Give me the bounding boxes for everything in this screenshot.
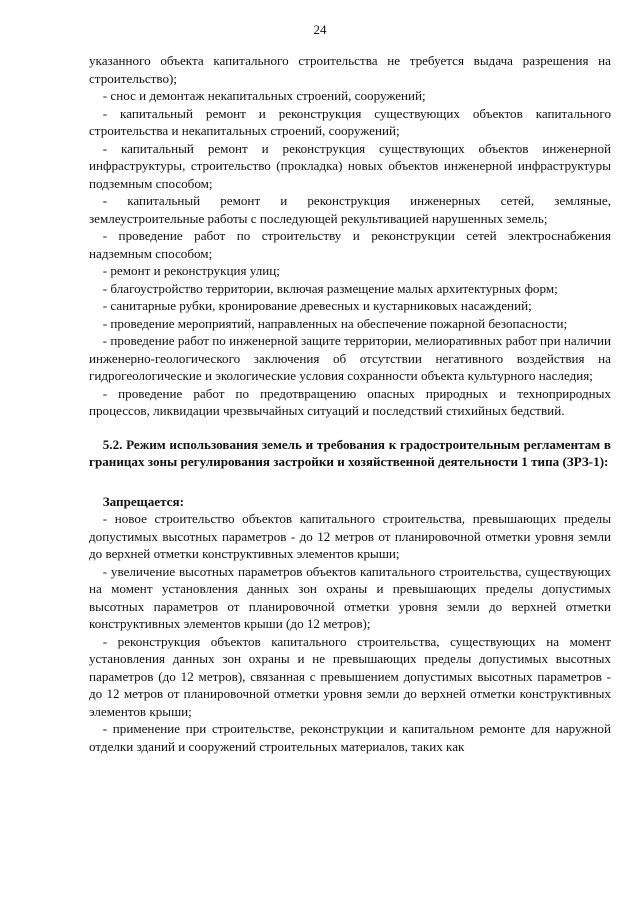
list-item: - капитальный ремонт и реконструкция существующих объектов капитального строительства и некапитальных строений, сооружений;	[89, 105, 611, 138]
list-item: - увеличение высотных параметров объектов капитального строительства, существующих на момент установления данных зон охраны и превышающих пределы допустимых высотных параметров от планировочной отметки уровня земли до верхней отметки конструктивных элементов крыши (до 12 метров);	[89, 563, 611, 631]
list-item: - реконструкция объектов капитального строительства, существующих на момент установления данных зон охраны и не превышающих пределы допустимых высотных параметров (до 12 метров), связанная с превышением допустимых высотных параметров - до 12 метров от планировочной отметки уровня земли до верхней отметки конструктивных элементов крыши;	[89, 633, 611, 719]
page-body	[89, 52, 611, 755]
list-item: - благоустройство территории, включая размещение малых архитектурных форм;	[102, 280, 558, 296]
section-heading: 5.2. Режим использования земель и требования к градостроительным регламентам в границах зоны регулирования застройки и хозяйственной деятельности 1 типа (ЗРЗ-1):	[89, 436, 611, 469]
subheading-prohibited: Запрещается:	[102, 493, 184, 509]
paragraph: указанного объекта капитального строительства не требуется выдача разрешения на строительство);	[89, 53, 611, 86]
list-item: - применение при строительстве, реконструкции и капитальном ремонте для наружной отделки зданий и сооружений строительных материалов, таких как	[89, 721, 611, 754]
list-item: - снос и демонтаж некапитальных строений, сооружений;	[102, 88, 426, 103]
list-item: - новое строительство объектов капитального строительства, превышающих пределы допустимых высотных параметров - до 12 метров от планировочной отметки уровня земли до верхней отметки конструктивных элементов крыши;	[89, 511, 611, 561]
list-item: - проведение работ по предотвращению опасных природных и техноприродных процессов, ликвидации чрезвычайных ситуаций и последствий стихийных бедствий.	[89, 385, 611, 418]
list-item: - проведение работ по строительству и реконструкции сетей электроснабжения надземным способом;	[89, 228, 611, 261]
page-number: 24	[313, 22, 327, 37]
list-item: - санитарные рубки, кронирование древесных и кустарниковых насаждений;	[102, 298, 532, 313]
list-item: - капитальный ремонт и реконструкция инженерных сетей, земляные, землеустроительные работы с последующей рекультивацией нарушенных земель;	[89, 193, 611, 226]
list-item: - проведение работ по инженерной защите территории, мелиоративных работ при наличии инженерно-геологического заключения об отсутствии негативного воздействия на гидрогеологические и экологические условия сохранности объекта культурного наследия;	[89, 333, 611, 383]
list-item: - ремонт и реконструкция улиц;	[102, 263, 280, 278]
list-item: - капитальный ремонт и реконструкция существующих объектов инженерной инфраструктуры, строительство (прокладка) новых объектов инженерной инфраструктуры подземным способом;	[89, 140, 611, 191]
list-item: - проведение мероприятий, направленных на обеспечение пожарной безопасности;	[102, 315, 568, 331]
